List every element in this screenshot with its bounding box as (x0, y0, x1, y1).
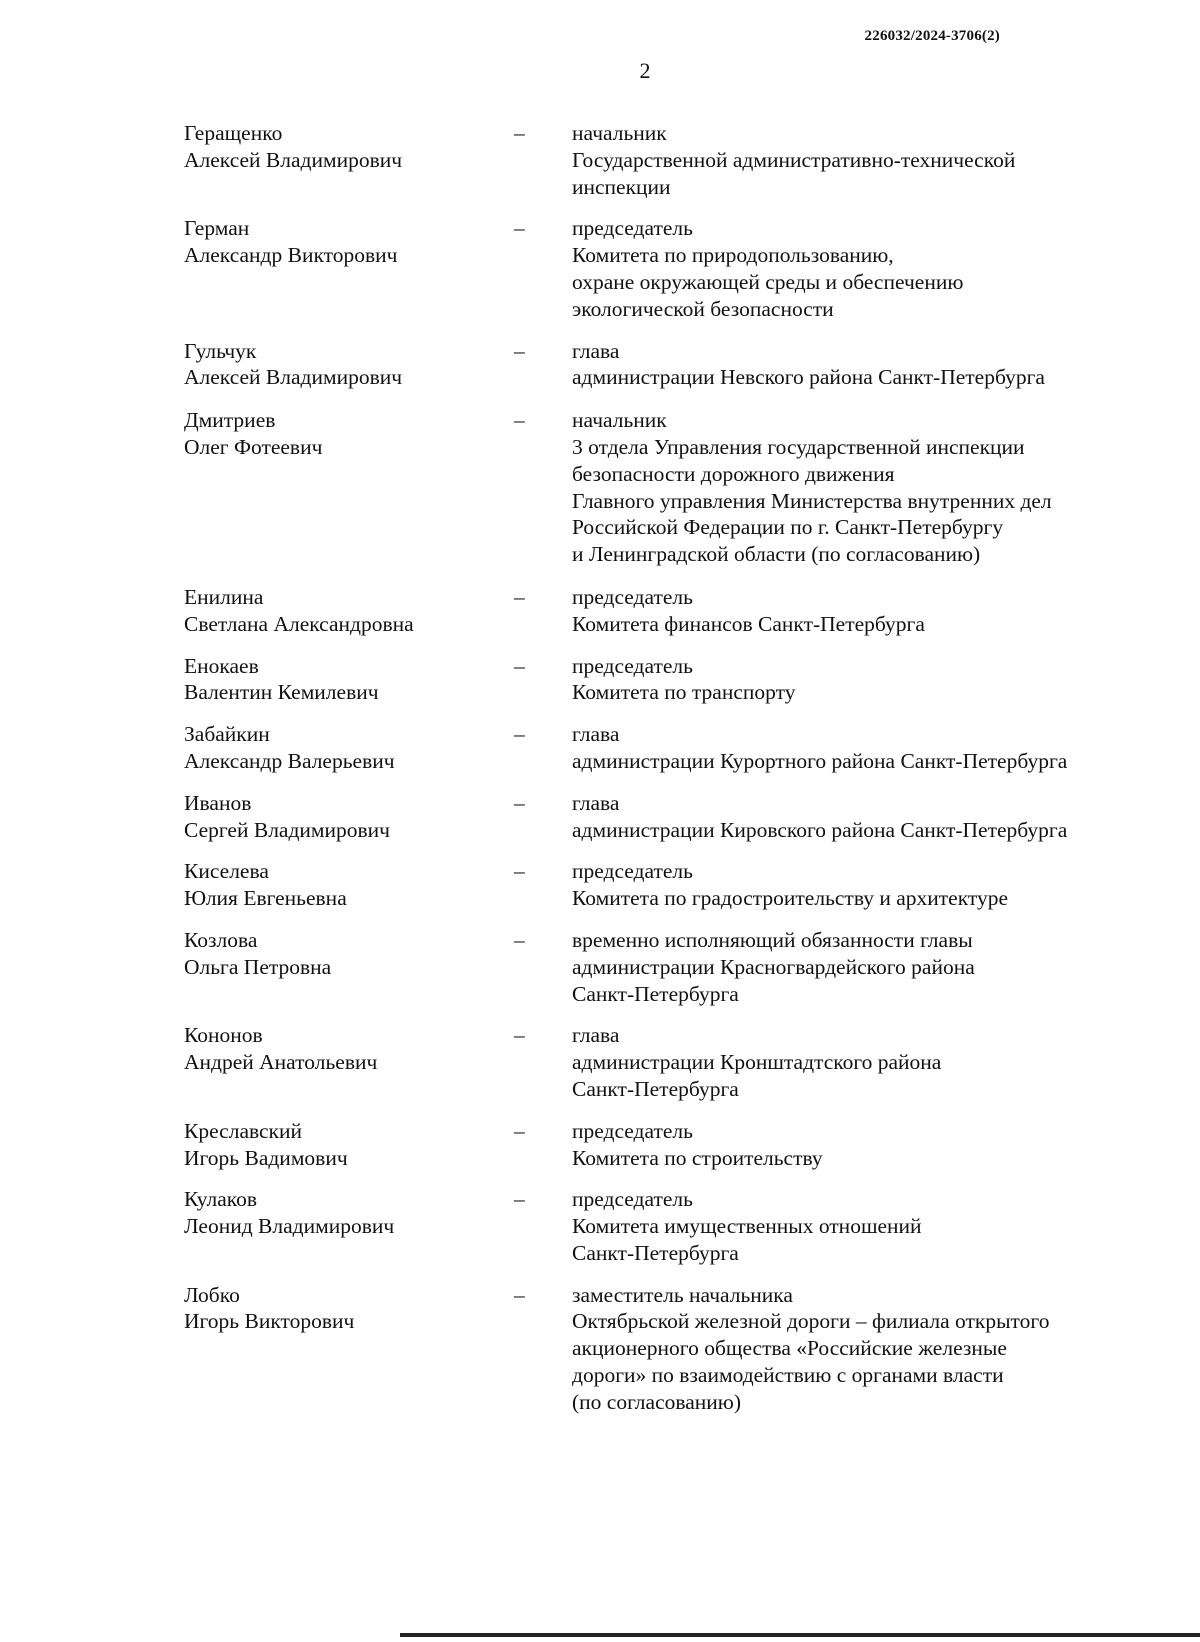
position-line: начальник (572, 408, 667, 433)
member-name (184, 927, 514, 981)
member-surname: Дмитриев (184, 408, 276, 433)
member-surname: Креславский (184, 1118, 303, 1143)
member-surname: Енокаев (184, 653, 259, 678)
member-name (184, 1118, 514, 1172)
bottom-edge-rule (400, 1633, 1200, 1637)
position-line: Санкт-Петербурга (572, 1076, 739, 1101)
member-name (184, 1282, 514, 1336)
position-line: председатель (572, 584, 693, 609)
member-surname: Герман (184, 216, 250, 241)
separator-dash: – (514, 121, 525, 145)
position-line: экологической безопасности (572, 296, 834, 321)
member-entry (184, 721, 1144, 775)
member-name (184, 407, 514, 461)
position-line: Комитета по транспорту (572, 680, 796, 705)
member-surname: Кулаков (184, 1187, 258, 1212)
member-position (572, 927, 1144, 1007)
member-name (184, 338, 514, 392)
member-entry (184, 858, 1144, 912)
separator-dash: – (514, 338, 525, 363)
member-position (572, 584, 1144, 638)
member-name (184, 584, 514, 638)
document-registration-number: 226032/2024-3706(2) (864, 28, 1000, 44)
position-line: (по согласованию) (572, 1389, 742, 1414)
member-position (572, 1186, 1144, 1266)
position-line: охране окружающей среды и обеспечению (572, 269, 964, 294)
position-line: председатель (572, 1118, 693, 1143)
position-line: Санкт-Петербурга (572, 1240, 739, 1265)
separator-dash: – (514, 216, 525, 241)
member-surname: Забайкин (184, 722, 270, 747)
position-line: Комитета по строительству (572, 1145, 823, 1170)
member-entry (184, 653, 1144, 707)
member-surname: Кононов (184, 1023, 263, 1048)
position-line: глава (572, 722, 620, 747)
member-entry (184, 1282, 1144, 1416)
member-position (572, 1282, 1144, 1416)
member-entry (184, 1022, 1144, 1102)
position-line: Комитета финансов Санкт-Петербурга (572, 611, 925, 636)
member-position (572, 215, 1144, 322)
separator-dash: – (514, 584, 525, 609)
separator-dash: – (514, 1282, 525, 1307)
member-given-names: Алексей Владимирович (184, 147, 403, 172)
position-line: председатель (572, 653, 693, 678)
member-name (184, 790, 514, 844)
member-entry (184, 215, 1144, 322)
member-surname: Гульчук (184, 338, 257, 363)
member-position (572, 338, 1144, 392)
member-entry (184, 584, 1144, 638)
member-position (572, 1022, 1144, 1102)
member-name (184, 215, 514, 269)
position-line: председатель (572, 216, 693, 241)
member-name (184, 1022, 514, 1076)
position-line: Октябрьской железной дороги – филиала открытого (572, 1309, 1050, 1334)
member-surname: Киселева (184, 859, 269, 884)
separator-dash: – (514, 722, 525, 747)
position-line: председатель (572, 859, 693, 884)
separator-dash: – (514, 1023, 525, 1048)
member-given-names: Александр Валерьевич (184, 748, 395, 773)
position-line: администрации Невского района Санкт-Петербурга (572, 365, 1045, 390)
position-line: Государственной административно-технической (572, 147, 1016, 172)
position-line: администрации Кировского района Санкт-Петербурга (572, 817, 1068, 842)
member-entry (184, 338, 1144, 392)
position-line: Комитета имущественных отношений (572, 1214, 922, 1239)
position-line: начальник (572, 121, 667, 145)
member-position (572, 407, 1144, 568)
member-position (572, 790, 1144, 844)
position-line: Главного управления Министерства внутренних дел (572, 488, 1052, 513)
position-line: Комитета по природопользованию, (572, 243, 894, 268)
member-given-names: Александр Викторович (184, 243, 398, 268)
member-given-names: Игорь Викторович (184, 1309, 355, 1334)
position-line: администрации Кронштадтского района (572, 1050, 942, 1075)
separator-dash: – (514, 653, 525, 678)
separator-dash: – (514, 859, 525, 884)
member-given-names: Алексей Владимирович (184, 365, 403, 390)
member-surname: Енилина (184, 584, 264, 609)
separator-dash: – (514, 1118, 525, 1143)
member-surname: Козлова (184, 927, 258, 952)
member-given-names: Ольга Петровна (184, 954, 332, 979)
member-name (184, 721, 514, 775)
position-line: администрации Красногвардейского района (572, 954, 975, 979)
position-line: инспекции (572, 174, 671, 199)
member-surname: Иванов (184, 790, 252, 815)
member-name (184, 120, 514, 174)
member-position (572, 120, 1144, 200)
member-entry (184, 927, 1144, 1007)
separator-dash: – (514, 927, 525, 952)
member-entry (184, 1118, 1144, 1172)
page-number: 2 (639, 58, 651, 83)
member-entry (184, 120, 1144, 200)
member-surname: Лобко (184, 1282, 240, 1307)
position-line: и Ленинградской области (по согласованию) (572, 542, 981, 567)
member-list (184, 120, 1144, 1431)
member-entry (184, 1186, 1144, 1266)
member-position (572, 858, 1144, 912)
member-name (184, 858, 514, 912)
position-line: акционерного общества «Российские железные (572, 1336, 1007, 1361)
member-given-names: Светлана Александровна (184, 611, 414, 636)
member-entry (184, 407, 1144, 568)
position-line: безопасности дорожного движения (572, 461, 895, 486)
position-line: председатель (572, 1187, 693, 1212)
member-entry (184, 790, 1144, 844)
position-line: заместитель начальника (572, 1282, 793, 1307)
position-line: глава (572, 338, 620, 363)
member-position (572, 721, 1144, 775)
separator-dash: – (514, 408, 525, 433)
position-line: временно исполняющий обязанности главы (572, 927, 973, 952)
position-line: Санкт-Петербурга (572, 981, 739, 1006)
member-position (572, 1118, 1144, 1172)
position-line: Российской Федерации по г. Санкт-Петербургу (572, 515, 1004, 540)
member-given-names: Андрей Анатольевич (184, 1050, 378, 1075)
member-given-names: Игорь Вадимович (184, 1145, 348, 1170)
position-line: глава (572, 1023, 620, 1048)
member-given-names: Юлия Евгеньевна (184, 886, 347, 911)
member-position (572, 653, 1144, 707)
position-line: Комитета по градостроительству и архитектуре (572, 886, 1009, 911)
member-given-names: Сергей Владимирович (184, 817, 390, 842)
position-line: администрации Курортного района Санкт-Петербурга (572, 748, 1068, 773)
separator-dash: – (514, 1187, 525, 1212)
position-line: 3 отдела Управления государственной инспекции (572, 434, 1025, 459)
member-surname: Геращенко (184, 121, 283, 145)
position-line: глава (572, 790, 620, 815)
member-given-names: Валентин Кемилевич (184, 680, 379, 705)
position-line: дороги» по взаимодействию с органами власти (572, 1363, 1004, 1388)
member-given-names: Олег Фотеевич (184, 434, 323, 459)
separator-dash: – (514, 790, 525, 815)
member-name (184, 653, 514, 707)
member-name (184, 1186, 514, 1240)
member-given-names: Леонид Владимирович (184, 1214, 395, 1239)
